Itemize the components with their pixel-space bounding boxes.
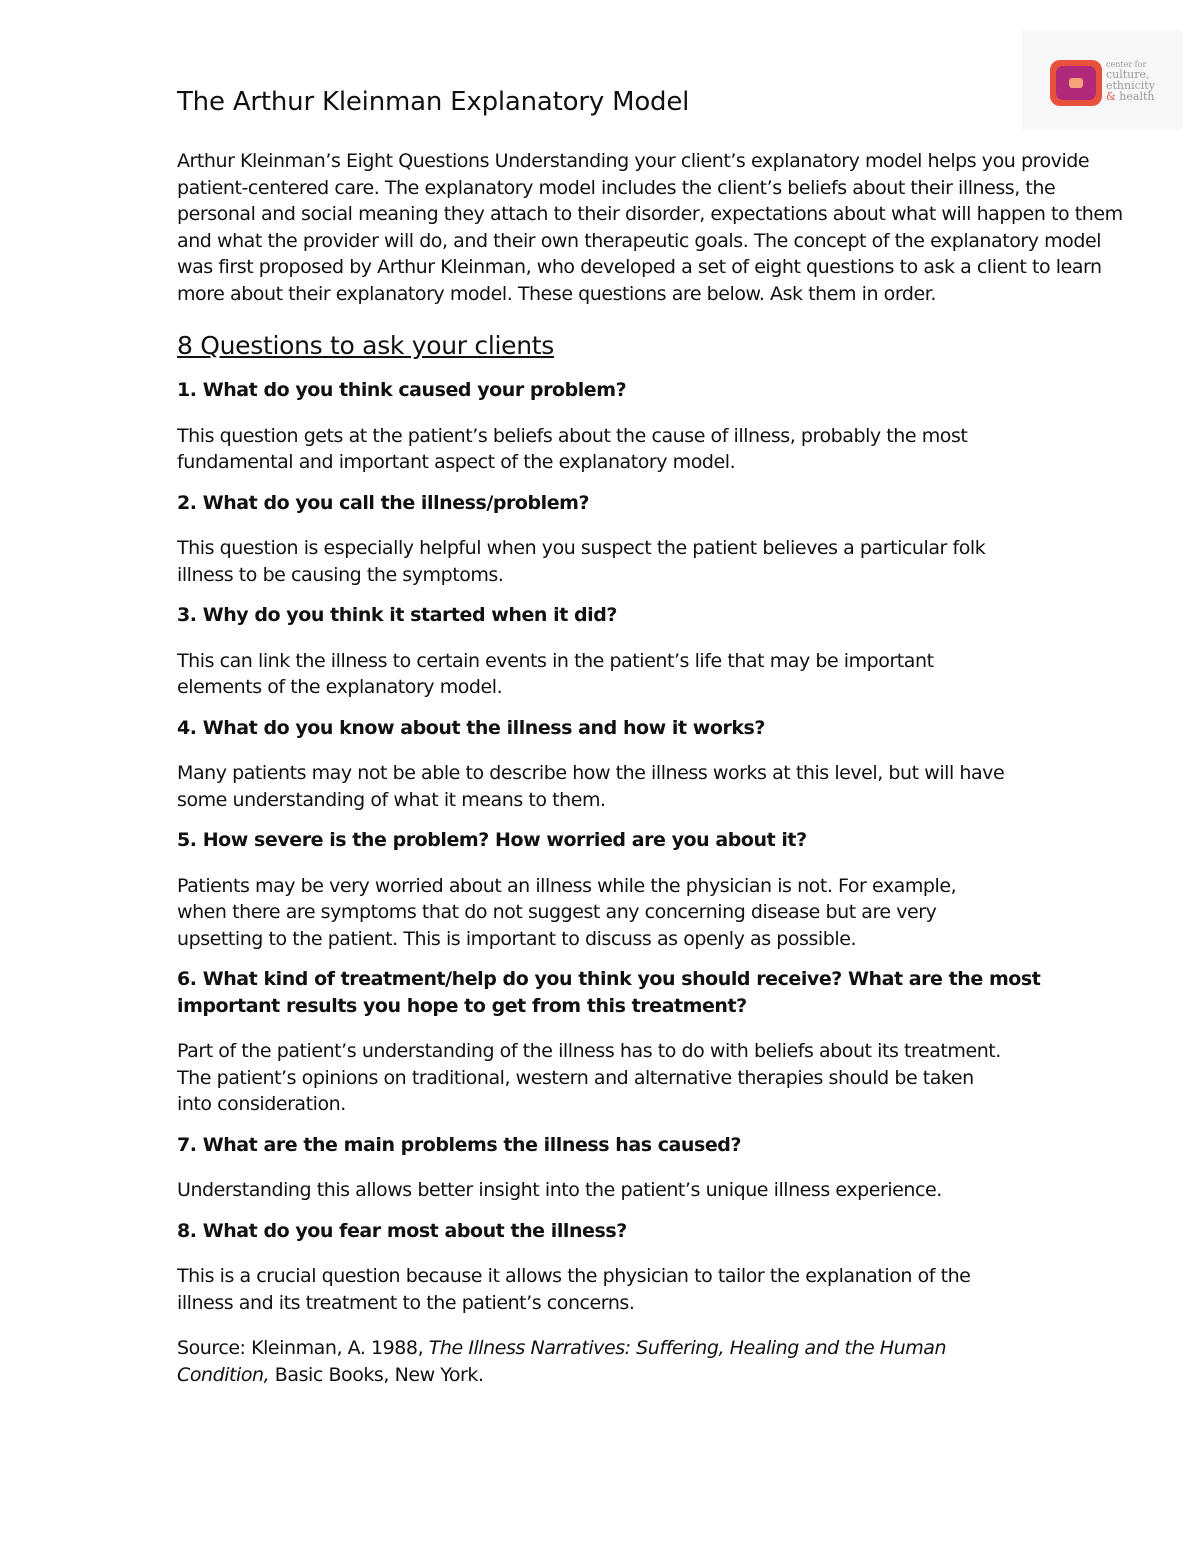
answer-4: Many patients may not be able to describe how the illness works at this level, but will have some understanding of what it means to them. xyxy=(177,762,1005,811)
answer-7: Understanding this allows better insight into the patient’s unique illness experience. xyxy=(177,1179,942,1201)
answer-3: This can link the illness to certain events in the patient’s life that may be important elements of the explanatory model. xyxy=(177,649,934,698)
questions-list xyxy=(177,377,1137,1316)
logo-line-1: center for xyxy=(1106,60,1147,69)
logo-line-4-text: health xyxy=(1119,90,1155,103)
question-block-6 xyxy=(177,966,1137,1118)
question-block-2 xyxy=(177,490,1137,589)
question-block-3 xyxy=(177,602,1137,701)
answer-1: This question gets at the patient’s beliefs about the cause of illness, probably the most fundamental and important aspect of the explanatory model. xyxy=(177,424,968,473)
source-prefix: Source: Kleinman, A. 1988, xyxy=(177,1337,429,1359)
intro-paragraph: Arthur Kleinman’s Eight Questions Understanding your client’s explanatory model helps you provide patient-centered care. The explanatory model includes the client’s beliefs about their illness, the personal and social meaning they attach to their disorder, expectations about what will happen to them and what the provider will do, and their own therapeutic goals. The concept of the explanatory model was first proposed by Arthur Kleinman, who developed a set of eight questions to ask a client to learn more about their explanatory model. These questions are below. Ask them in order. xyxy=(177,150,1123,305)
answer-2: This question is especially helpful when you suspect the patient believes a particular folk illness to be causing the symptoms. xyxy=(177,537,986,586)
logo-line-3: ethnicity xyxy=(1106,79,1155,92)
document-page xyxy=(177,84,1137,1388)
question-block-1 xyxy=(177,377,1137,476)
question-block-5 xyxy=(177,827,1137,952)
question-block-8 xyxy=(177,1218,1137,1317)
question-1: 1. What do you think caused your problem? xyxy=(177,379,627,401)
source-book-title: The Illness Narratives: Suffering, Healing and the Human Condition, xyxy=(177,1337,947,1386)
question-5: 5. How severe is the problem? How worried are you about it? xyxy=(177,829,807,851)
section-heading: 8 Questions to ask your clients xyxy=(177,331,555,360)
question-6: 6. What kind of treatment/help do you think you should receive? What are the most important results you hope to get from this treatment? xyxy=(177,968,1041,1017)
question-3: 3. Why do you think it started when it did? xyxy=(177,604,617,626)
source-citation xyxy=(177,1335,1007,1388)
answer-5: Patients may be very worried about an illness while the physician is not. For example, when there are symptoms that do not suggest any concerning disease but are very upsetting to the patient. This is important to discuss as openly as possible. xyxy=(177,874,957,950)
question-block-7 xyxy=(177,1132,1137,1204)
logo-line-2: culture, xyxy=(1106,68,1150,81)
question-block-4 xyxy=(177,715,1137,814)
logo-ampersand: & xyxy=(1106,90,1116,103)
answer-8: This is a crucial question because it allows the physician to tailor the explanation of the illness and its treatment to the patient’s concerns. xyxy=(177,1265,971,1314)
question-2: 2. What do you call the illness/problem? xyxy=(177,491,590,514)
question-7: 7. What are the main problems the illness has caused? xyxy=(177,1133,742,1156)
question-4: 4. What do you know about the illness and how it works? xyxy=(177,716,765,739)
answer-6: Part of the patient’s understanding of the illness has to do with beliefs about its treatment. The patient’s opinions on traditional, western and alternative therapies should be taken into consideration. xyxy=(177,1040,1001,1115)
page-title: The Arthur Kleinman Explanatory Model xyxy=(177,87,690,117)
source-suffix: Basic Books, New York. xyxy=(269,1363,484,1386)
question-8: 8. What do you fear most about the illness? xyxy=(177,1219,627,1242)
